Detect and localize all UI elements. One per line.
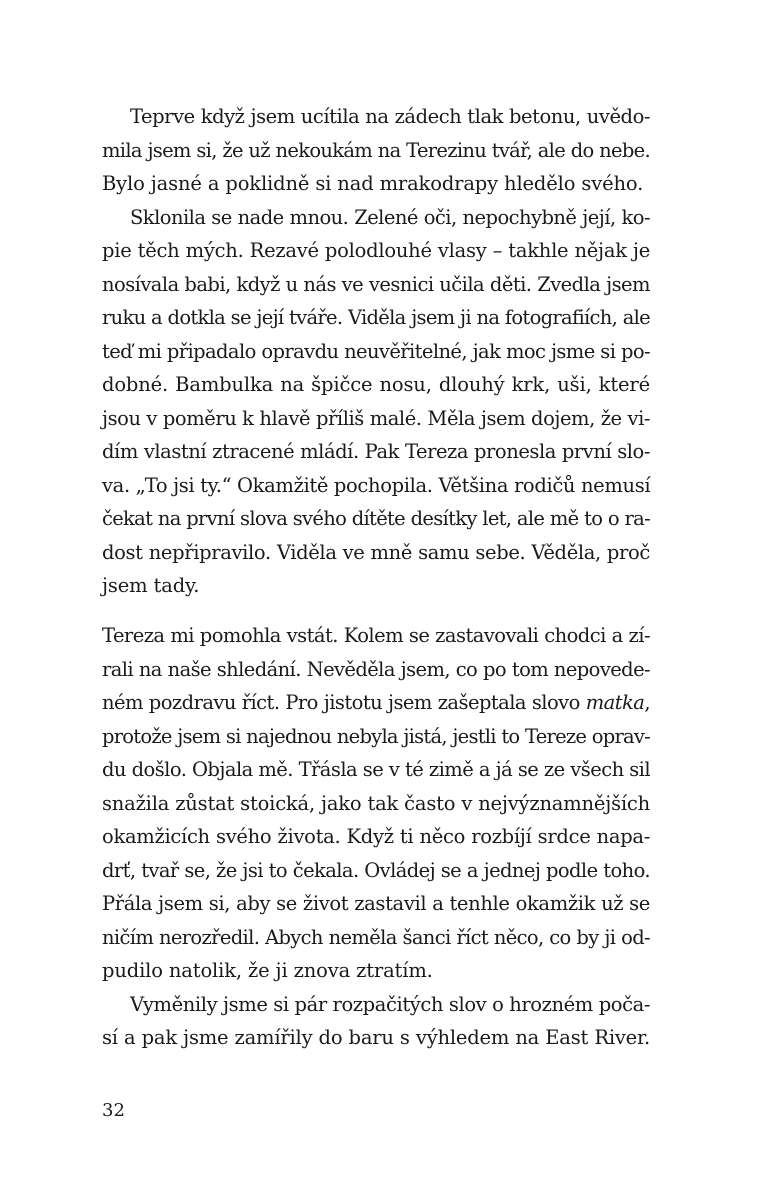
- text-block-lower: [102, 619, 650, 1055]
- paragraph-line: pudilo natolik, že ji znova ztratím.: [102, 959, 433, 982]
- italic-word: matka: [585, 691, 645, 714]
- paragraph-line: nosívala babi, když u nás ve vesnici učila děti. Zvedla jsem: [102, 272, 650, 296]
- text-block-upper: [102, 100, 650, 603]
- paragraph-line: sí a pak jsme zamířily do baru s výhledem na East River.: [102, 1026, 650, 1049]
- paragraph-line: Vyměnily jsme si pár rozpačitých slov o hrozném poča-: [130, 992, 651, 1016]
- paragraph-line: ničím nerozředil. Abych neměla šanci říct něco, co by ji od-: [102, 925, 650, 949]
- paragraph-line: okamžicích svého života. Když ti něco rozbíjí srdce napa-: [102, 825, 650, 848]
- page-number: 32: [102, 1100, 125, 1121]
- paragraph-line: jsou v poměru k hlavě příliš malé. Měla jsem dojem, že vi-: [102, 406, 650, 430]
- line-punctuation: ,: [644, 691, 650, 714]
- paragraph-line: Bylo jasné a poklidně si nad mrakodrapy hledělo svého.: [102, 172, 644, 195]
- paragraph-line: drť, tvař se, že jsi to čekala. Ovládej se a jednej podle toho.: [102, 858, 650, 882]
- paragraph-line: jsem tady.: [102, 574, 200, 597]
- paragraph-line: ruku a dotkla se její tváře. Viděla jsem ji na fotografiích, ale: [102, 306, 650, 329]
- paragraph-line: Teprve když jsem ucítila na zádech tlak betonu, uvědo-: [130, 105, 650, 128]
- paragraph-line: mila jsem si, že už nekoukám na Terezinu tvář, ale do nebe.: [102, 138, 650, 162]
- paragraph-line: čekat na první slova svého dítěte desítky let, ale mě to o ra-: [102, 507, 650, 530]
- paragraph-line: teď mi připadalo opravdu neuvěřitelné, jak moc jsme si po-: [102, 339, 650, 363]
- paragraph-line: dobné. Bambulka na špičce nosu, dlouhý krk, uši, které: [102, 373, 650, 396]
- paragraph-line: pie těch mých. Rezavé polodlouhé vlasy – takhle nějak je: [102, 239, 650, 262]
- paragraph-line: snažila zůstat stoická, jako tak často v nejvýznamnějších: [102, 791, 650, 815]
- paragraph-line: rali na naše shledání. Nevěděla jsem, co po tom nepovede-: [102, 657, 650, 681]
- paragraph-line: protože jsem si najednou nebyla jistá, jestli to Tereze oprav-: [102, 724, 650, 748]
- line-text: ném pozdravu říct. Pro jistotu jsem zašeptala slovo: [102, 691, 586, 714]
- paragraph-line: dím vlastní ztracené mládí. Pak Tereza pronesla první slo-: [102, 440, 650, 463]
- paragraph-line: du došlo. Objala mě. Třásla se v té zimě a já se ze všech sil: [102, 758, 651, 781]
- paragraph-line: Sklonila se nade mnou. Zelené oči, nepochybně její, ko-: [130, 205, 650, 229]
- paragraph-line: dost nepřipravilo. Viděla ve mně samu sebe. Věděla, proč: [102, 540, 650, 564]
- paragraph-line: va. „To jsi ty.“ Okamžitě pochopila. Většina rodičů nemusí: [102, 473, 651, 497]
- paragraph-line: Tereza mi pomohla vstát. Kolem se zastavovali chodci a zí-: [102, 624, 650, 647]
- paragraph-line: Přála jsem si, aby se život zastavil a tenhle okamžik už se: [102, 892, 650, 915]
- paragraph-line-with-italic: [102, 686, 650, 720]
